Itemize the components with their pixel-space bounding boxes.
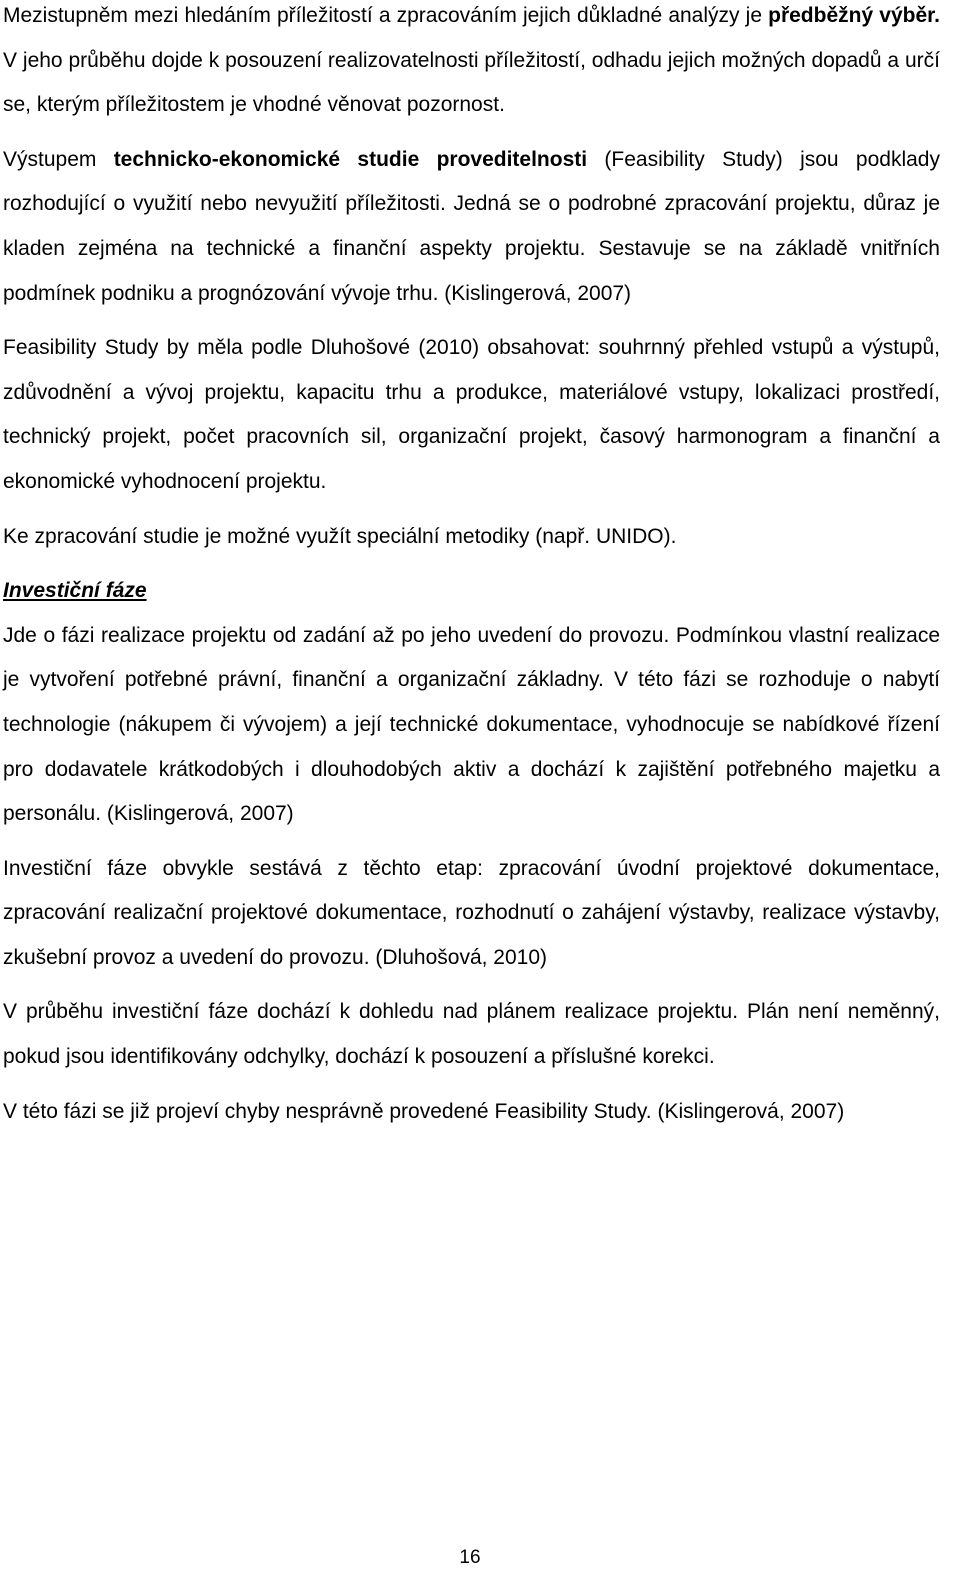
page-number: 16 xyxy=(459,1547,481,1568)
text-run: (Feasibility Study) jsou podklady rozhodující o využití nebo nevyužití příležitosti. Jedná se o podrobné zpracování projektu, důraz je kladen zejména na technické a finanční aspekty projektu. Sestavuje se na základě vnitřních podmínek podniku a prognózování vývoje trhu. (Kislingerová, 2007) xyxy=(3,147,940,305)
paragraph-preliminary-selection xyxy=(3,0,940,128)
paragraph-errors: V této fázi se již projeví chyby nesprávně provedené Feasibility Study. (Kislingerová, 2007) xyxy=(3,1099,845,1123)
paragraph-methodology: Ke zpracování studie je možné využít speciální metodiky (např. UNIDO). xyxy=(3,524,677,548)
text-run: V jeho průběhu dojde k posouzení realizovatelnosti příležitostí, odhadu jejich možných dopadů a určí se, kterým příležitostem je vhodné věnovat pozornost. xyxy=(3,48,940,117)
paragraph-feasibility-output xyxy=(3,138,940,316)
paragraph-investment-phase: Jde o fázi realizace projektu od zadání až po jeho uvedení do provozu. Podmínkou vlastní realizace je vytvoření potřebné právní, finanční a organizační základny. V této fázi se rozhoduje o nabytí technologie (nákupem či vývojem) a její technické dokumentace, vyhodnocuje se nabídkové řízení pro dodavatele krátkodobých i dlouhodobých aktiv a dochází k zajištění potřebného majetku a personálu. (Kislingerová, 2007) xyxy=(3,623,940,826)
section-heading: Investiční fáze xyxy=(3,579,147,603)
paragraph-feasibility-contents: Feasibility Study by měla podle Dluhošové (2010) obsahovat: souhrnný přehled vstupů a výstupů, zdůvodnění a vývoj projektu, kapacitu trhu a produkce, materiálové vstupy, lokalizaci prostředí, technický projekt, počet pracovních sil, organizační projekt, časový harmonogram a finanční a ekonomické vyhodnocení projektu. xyxy=(3,336,940,493)
bold-term: předběžný výběr. xyxy=(768,4,940,27)
document-body xyxy=(3,0,940,1144)
paragraph-investment-stages: Investiční fáze obvykle sestává z těchto etap: zpracování úvodní projektové dokumentace, zpracování realizační projektové dokumentace, rozhodnutí o zahájení výstavby, realizace výstavby, zkušební provoz a uvedení do provozu. (Dluhošová, 2010) xyxy=(3,856,940,969)
text-run: Mezistupněm mezi hledáním příležitostí a zpracováním jejich důkladné analýzy je xyxy=(3,4,769,27)
paragraph-supervision: V průběhu investiční fáze dochází k dohledu nad plánem realizace projektu. Plán není neměnný, pokud jsou identifikovány odchylky, dochází k posouzení a příslušné korekci. xyxy=(3,1000,940,1069)
text-run: Výstupem xyxy=(3,147,114,171)
bold-term: technicko-ekonomické studie proveditelnosti xyxy=(113,147,588,171)
